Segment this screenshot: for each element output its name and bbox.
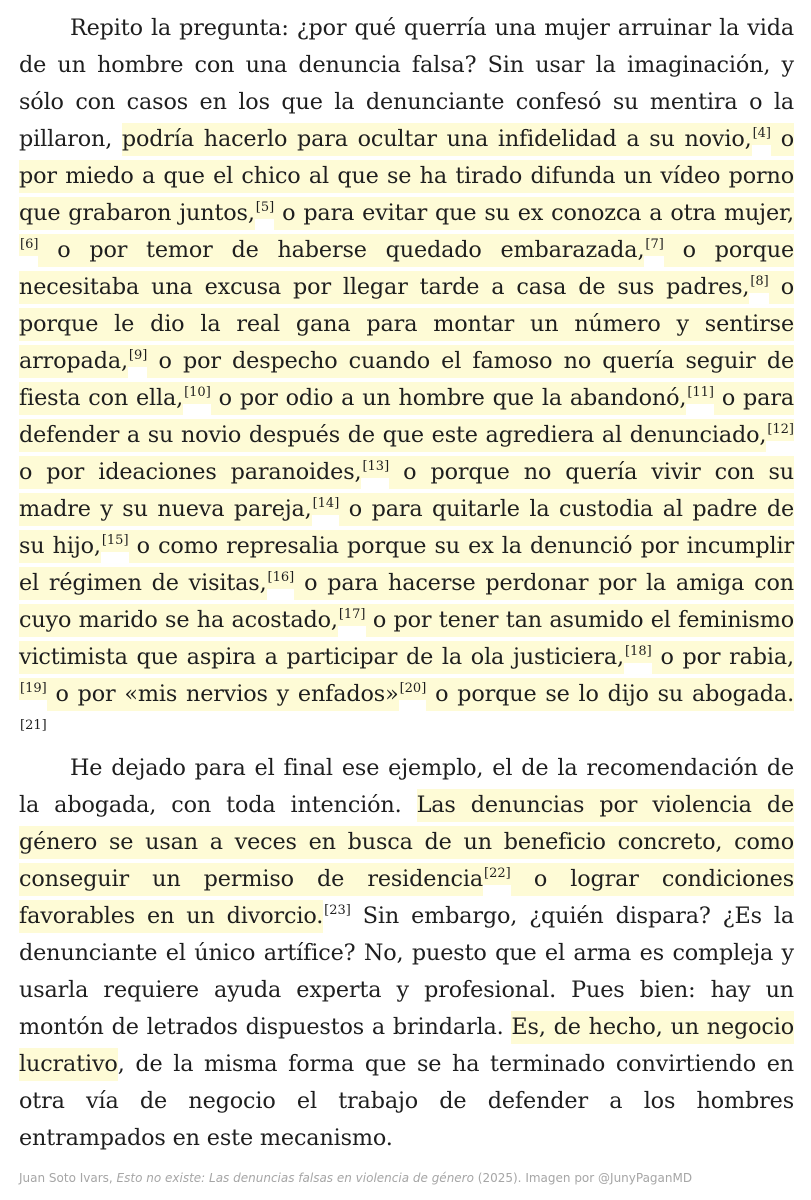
footnote-ref: [13] [361,456,389,478]
highlighted-text: podría hacerlo para ocultar una infidelidad a su novio, [122,123,752,156]
footnote-ref: [11] [686,382,714,404]
image-caption [19,1171,692,1185]
paragraph-2 [19,750,794,1157]
footnote-ref: [17] [338,604,366,626]
caption-book-title: Esto no existe: Las denuncias falsas en violencia de género [116,1171,474,1185]
book-page [19,10,794,1157]
highlighted-text: o por miedo a que el chico al que se ha tirado difunda un vídeo porno que grabaron juntos, [19,123,794,230]
highlighted-text: o para evitar que su ex conozca a otra mujer, [274,197,794,230]
highlighted-text: o por despecho cuando el famoso no quería seguir de fiesta con ella, [19,345,794,415]
footnote-ref: [18] [624,641,652,663]
body-text: He dejado para el final ese ejemplo, el de la recomendación de la abogada, con toda intención. [19,755,794,818]
highlighted-text: o porque no quería vivir con su madre y su nueva pareja, [19,456,794,526]
highlighted-text: o por odio a un hombre que la abandonó, [211,382,687,415]
footnote-ref: [7] [644,234,663,256]
highlighted-text: o por temor de haberse quedado embarazada, [38,234,644,267]
highlighted-text: o porque necesitaba una excusa por llegar tarde a casa de sus padres, [19,234,794,304]
highlighted-text: o lograr condiciones favorables en un divorcio. [19,863,794,933]
highlighted-text: o porque se lo dijo su abogada. [426,678,794,711]
footnote-ref: [15] [101,530,129,552]
caption-credit: (2025). Imagen por @JunyPaganMD [473,1171,693,1185]
highlighted-text: Las denuncias por violencia de género se usan a veces en busca de un beneficio concreto, como conseguir un permiso de residencia [19,789,794,896]
body-text: Sin embargo, ¿quién dispara? ¿Es la denunciante el único artífice? No, puesto que el arma es compleja y usarla requiere ayuda experta y profesional. Pues bien: hay un montón de letrados dispuestos a brindarla. [19,903,794,1040]
highlighted-text: o para defender a su novio después de que este agrediera al denunciado, [19,382,794,452]
footnote-ref: [19] [19,678,47,700]
footnote-ref: [6] [19,234,38,256]
footnote-ref: [5] [255,197,274,219]
body-text: , de la misma forma que se ha terminado convirtiendo en otra vía de negocio el trabajo de defender a los hombres entrampados en este mecanismo. [19,1051,794,1151]
footnote-ref: [8] [749,271,768,293]
footnote-ref: [12] [766,419,794,441]
caption-author: Juan Soto Ivars, [19,1171,117,1185]
footnote-ref: [16] [267,567,295,589]
footnote-ref: [23] [324,903,351,918]
footnote-ref: [10] [183,382,211,404]
footnote-ref: [21] [20,718,47,733]
highlighted-text: o por tener tan asumido el feminismo victimista que aspira a participar de la ola justiciera, [19,604,794,674]
highlighted-text: o por rabia, [652,641,794,674]
highlighted-text: o como represalia porque su ex la denunció por incumplir el régimen de visitas, [19,530,794,600]
highlighted-text: o por «mis nervios y enfados» [47,678,399,711]
body-text: Repito la pregunta: ¿por qué querría una mujer arruinar la vida de un hombre con una denuncia falsa? Sin usar la imaginación, y sólo con casos en los que la denunciante confesó su mentira o la pillaron, [19,15,794,152]
highlighted-text: o para hacerse perdonar por la amiga con cuyo marido se ha acostado, [19,567,794,637]
footnote-ref: [20] [399,678,427,700]
footnote-ref: [22] [483,863,511,885]
footnote-ref: [9] [128,345,147,367]
highlighted-text: o para quitarle la custodia al padre de su hijo, [19,493,794,563]
highlighted-text: o por ideaciones paranoides, [19,456,361,489]
footnote-ref: [14] [312,493,340,515]
highlighted-text: Es, de hecho, un negocio lucrativo [19,1011,794,1081]
highlighted-text: o porque le dio la real gana para montar un número y sentirse arropada, [19,271,794,378]
footnote-ref: [4] [752,123,771,145]
paragraph-1 [19,10,794,750]
